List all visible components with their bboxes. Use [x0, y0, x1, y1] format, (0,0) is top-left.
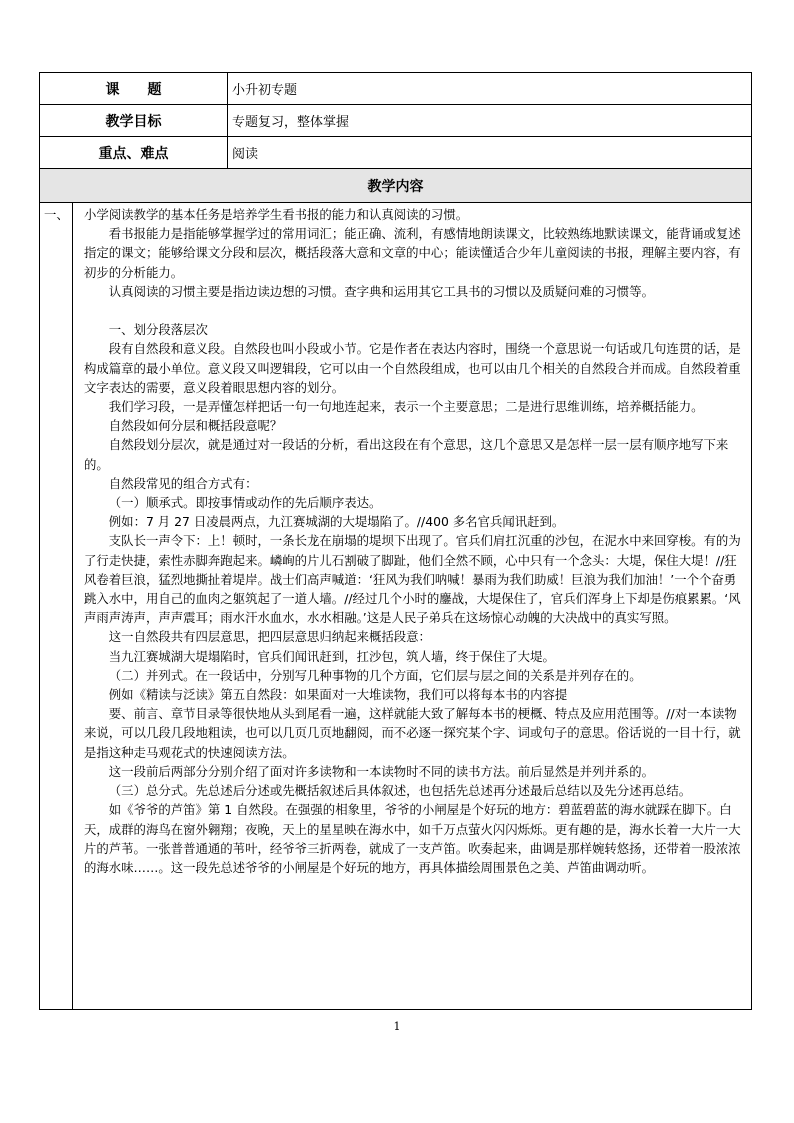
- content-text: [84, 205, 745, 877]
- content-row: [40, 203, 752, 1010]
- goal-label: 教学目标: [40, 105, 228, 137]
- content-paragraph: 自然段如何分层和概括段意呢？: [108, 418, 283, 434]
- content-paragraph: 自然段常见的组合方式有：: [108, 475, 258, 491]
- content-paragraph: （二）并列式。在一段话中，分别写几种事物的几个方面，它们层与层之间的关系是并列存在的。: [108, 667, 642, 683]
- key-points-label: 重点、难点: [40, 137, 228, 169]
- content-paragraph: 一、划分段落层次: [108, 322, 208, 338]
- content-paragraph: 如《爷爷的芦笛》第 1 自然段。在强强的相象里，爷爷的小闸屋是个好玩的地方：碧蓝碧蓝的海水就踩在脚下。白天，成群的海鸟在窗外翱翔；夜晚，天上的星星映在海水中，如千万点萤火闪闪烁烁。更有趣的是，海水长着一大片一大片的芦苇。一张普普通通的苇叶，经爷爷三折两卷，就成了一支芦笛。吹奏起来，曲调是那样婉转悠扬，还带着一股浓浓的海水味……。这一段先总述爷爷的小闸屋是个好玩的地方，再具体描绘周围景色之美、芦笛曲调动听。: [84, 802, 741, 875]
- section-number: 一、: [44, 207, 69, 222]
- key-points-row: [40, 137, 752, 169]
- page-number: 1: [393, 1020, 401, 1033]
- content-paragraph: 例如：7 月 27 日凌晨两点，九江赛城湖的大堤塌陷了。//400 多名官兵闻讯赶到。: [108, 514, 565, 530]
- content-paragraph: （一）顺承式。即按事情或动作的先后顺序表达。: [108, 495, 382, 511]
- key-points-value: 阅读: [228, 137, 752, 169]
- goal-row: [40, 105, 752, 137]
- content-paragraph: （三）总分式。先总述后分述或先概括叙述后具体叙述，也包括先总述再分述最后总结以及先分述再总结。: [108, 783, 692, 799]
- topic-label: 课 题: [40, 73, 228, 105]
- content-paragraph: 要、前言、章节目录等很快地从头到尾看一遍，这样就能大致了解每本书的梗概、特点及应用范围等。//对一本读物来说，可以几段几段地粗读，也可以几页几页地翻阅，而不必逐一探究某个字、词或句子的意思。俗话说的一目十行，就是指这种走马观花式的快速阅读方法。: [84, 706, 741, 760]
- content-heading: 教学内容: [40, 169, 752, 203]
- content-paragraph: 这一段前后两部分分别介绍了面对许多读物和一本读物时不同的读书方法。前后显然是并列并系的。: [108, 763, 654, 779]
- content-divider: [72, 203, 73, 1009]
- content-paragraph: 支队长一声令下：上！顿时，一条长龙在崩塌的堤坝下出现了。官兵们肩扛沉重的沙包，在泥水中来回穿梭。有的为了行走快捷，索性赤脚奔跑起来。嶙峋的片儿石割破了脚趾，他们全然不顾，心中只有一个念头：大堤，保住大堤！//狂风卷着巨浪，猛烈地撕扯着堤岸。战士们高声喊道：‘狂风为我们呐喊！暴雨为我们助威！巨浪为我们加油！’一个个奋勇跳入水中，用自己的血肉之躯筑起了一道人墙。//经过几个小时的鏖战，大堤保住了，官兵们浑身上下却是伤痕累累。‘风声雨声涛声，声声震耳；雨水汗水血水，水水相融。’这是人民子弟兵在这场惊心动魄的大决战中的真实写照。: [84, 533, 741, 626]
- content-paragraph: 当九江赛城湖大堤塌陷时，官兵们闻讯赶到，扛沙包，筑人墙，终于保住了大堤。: [108, 648, 555, 664]
- topic-value: 小升初专题: [228, 73, 752, 105]
- lesson-plan-table: [39, 72, 752, 1010]
- content-paragraph: 我们学习段，一是弄懂怎样把话一句一句地连起来，表示一个主要意思；二是进行思维训练，培养概括能力。: [108, 399, 704, 415]
- content-paragraph: 段有自然段和意义段。自然段也叫小段或小节。它是作者在表达内容时，围绕一个意思说一句话或几句连贯的话，是构成篇章的最小单位。意义段又叫逻辑段，它可以由一个自然段组成，也可以由几个相关的自然段合并而成。自然段着重文字表达的需要，意义段着眼思想内容的划分。: [84, 341, 741, 395]
- content-paragraph: 小学阅读教学的基本任务是培养学生看书报的能力和认真阅读的习惯。: [84, 207, 469, 222]
- content-paragraph: 看书报能力是指能够掌握学过的常用词汇；能正确、流利，有感情地朗读课文，比较熟练地默读课文，能背诵或复述指定的课文；能够给课文分段和层次，概括段落大意和文章的中心；能读懂适合少年儿童阅读的书报，理解主要内容，有初步的分析能力。: [84, 226, 741, 280]
- content-paragraph: 这一自然段共有四层意思，把四层意思归纳起来概括段意：: [108, 629, 431, 645]
- content-cell: [40, 203, 752, 1010]
- topic-row: [40, 73, 752, 105]
- content-paragraph: 自然段划分层次，就是通过对一段话的分析，看出这段在有个意思，这几个意思又是怎样一层一层有顺序地写下来的。: [84, 437, 729, 472]
- content-paragraph: 认真阅读的习惯主要是指边读边想的习惯。查字典和运用其它工具书的习惯以及质疑问难的习惯等。: [108, 283, 654, 299]
- goal-value: 专题复习，整体掌握: [228, 105, 752, 137]
- content-paragraph: [84, 301, 745, 320]
- content-heading-row: [40, 169, 752, 203]
- content-paragraph: 例如《精读与泛读》第五自然段：如果面对一大堆读物，我们可以将每本书的内容提: [108, 687, 568, 703]
